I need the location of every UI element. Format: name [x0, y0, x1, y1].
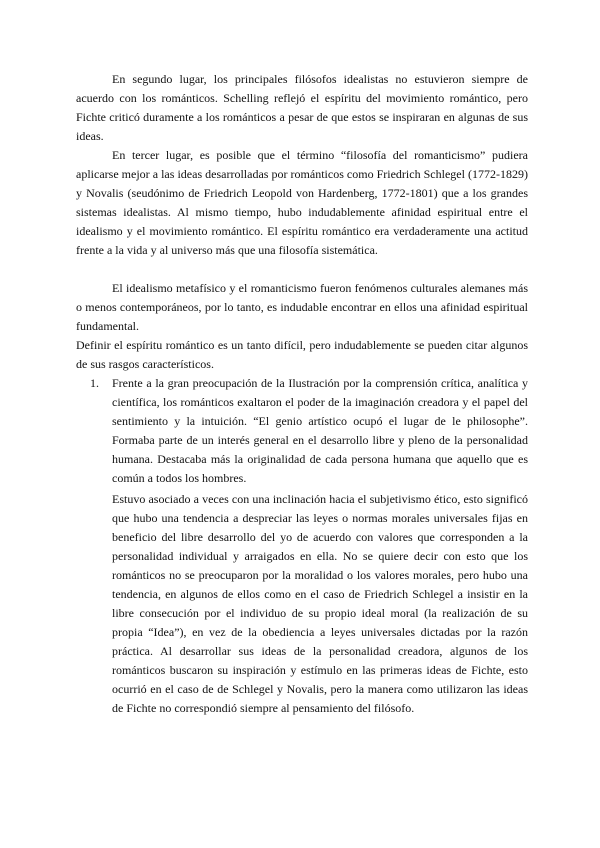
paragraph-romantic-traits-intro: Definir el espíritu romántico es un tanto difícil, pero indudablemente se pueden citar algunos de sus rasgos característicos. — [76, 338, 528, 371]
list-item-text-subjectivism: Estuvo asociado a veces con una inclinación hacia el subjetivismo ético, esto significó que hubo una tendencia a despreciar las leyes o normas morales universales fijas en beneficio del libre desarrollo del yo de acuerdo con valores que corresponden a la personalidad individual y arraigados en ella. No se quiere decir con esto que los románticos no se preocuparon por la moralidad o los valores morales, pero hubo una tendencia, en algunos de ellos como en el caso de Friedrich Schlegel a insistir en la libre consecución por el individuo de su propio ideal moral (la realización de su propia “Idea”), en vez de la obediencia a leyes universales dictadas por la razón práctica. Al desarrollar sus ideas de la personalidad creadora, algunos de los románticos buscaron su inspiración y estímulo en las primeras ideas de Fichte, esto ocurrió en el caso de de Schlegel y Novalis, pero la manera como utilizaron las ideas de Fichte no correspondió siempre al pensamiento del filósofo. — [112, 492, 528, 715]
list-item-text-imagination: Frente a la gran preocupación de la Ilustración por la comprensión crítica, analítica y científica, los románticos exaltaron el poder de la imaginación creadora y el papel del sentimiento y la intuición. “El genio artístico ocupó el lugar de le philosophe”. Formaba parte de un interés general en el desarrollo libre y pleno de la personalidad humana. Destacaba más la originalidad de cada persona humana que aquello que es común a todos los hombres. — [112, 376, 528, 485]
paragraph-romanticism-philosophy: En tercer lugar, es posible que el término “filosofía del romanticismo” pudiera aplicarse mejor a las ideas desarrolladas por románticos como Friedrich Schlegel (1772-1829) y Novalis (seudónimo de Friedrich Leopold von Hardenberg, 1772-1801) que a los grandes sistemas idealistas. Al mismo tiempo, hubo indudablemente afinidad espiritual entre el idealismo y el movimiento romántico. El espíritu romántico era verdaderamente una actitud frente a la vida y al universo más que una filosofía sistemática. — [76, 148, 528, 257]
list-item — [76, 374, 528, 718]
numbered-list — [76, 374, 528, 718]
paragraph-idealists-disagreement: En segundo lugar, los principales filósofos idealistas no estuvieron siempre de acuerdo con los románticos. Schelling reflejó el espíritu del movimiento romántico, pero Fichte criticó duramente a los románticos a pesar de que estos se inspiraran en algunas de sus ideas. — [76, 72, 528, 143]
list-item-body — [112, 374, 528, 718]
list-item-number: 1. — [90, 376, 99, 390]
paragraph-idealism-romanticism: El idealismo metafísico y el romanticismo fueron fenómenos culturales alemanes más o menos contemporáneos, por lo tanto, es indudable encontrar en ellos una afinidad espiritual fundamental. — [76, 281, 528, 333]
